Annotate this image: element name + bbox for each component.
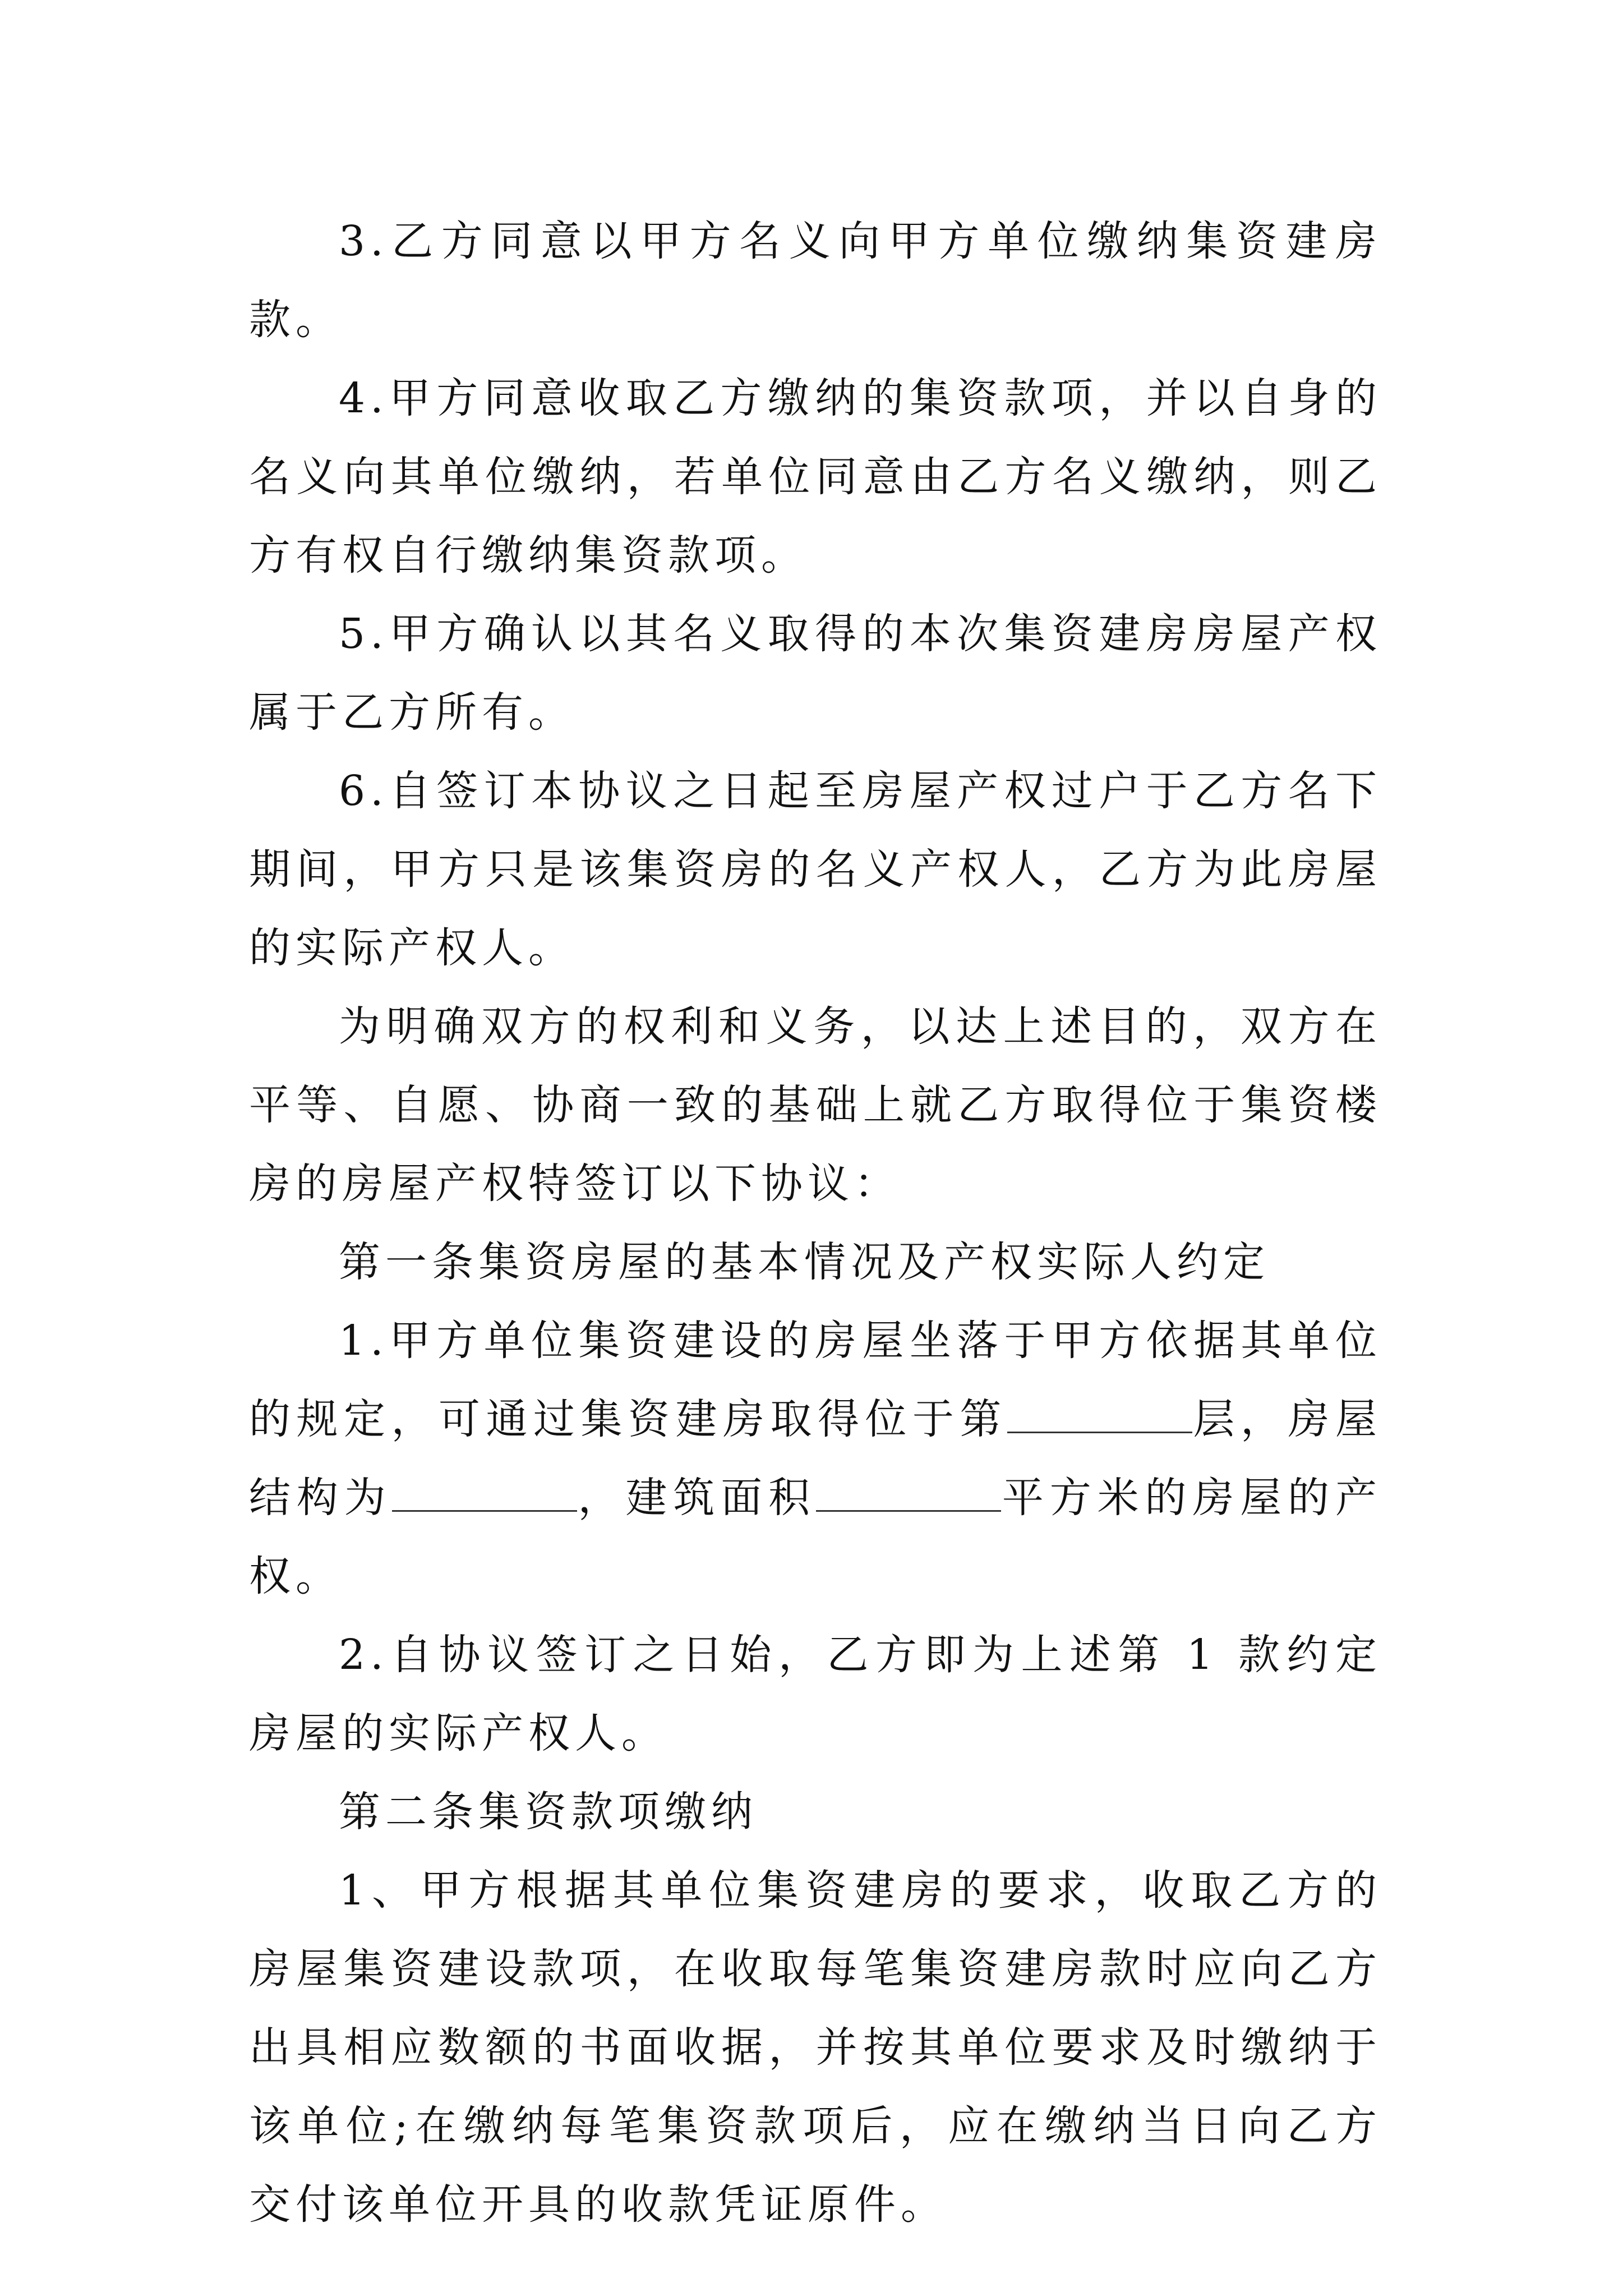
floor-blank-field[interactable] (1007, 1392, 1192, 1433)
paragraph-purpose: 为明确双方的权利和义务，以达上述目的，双方在平等、自愿、协商一致的基础上就乙方取得位于集资楼房的房屋产权特签订以下协议： (249, 1002, 1382, 1208)
article-1-item-1-text-d: 平方米的房屋的产权。 (249, 1474, 1382, 1600)
paragraph-clause-4: 4.甲方同意收取乙方缴纳的集资款项，并以自身的名义向其单位缴纳，若单位同意由乙方名义缴纳，则乙方有权自行缴纳集资款项。 (249, 374, 1382, 579)
article-1-item-1-text-c: ，建筑面积 (577, 1474, 816, 1522)
paragraph-clause-3: 3.乙方同意以甲方名义向甲方单位缴纳集资建房款。 (249, 217, 1382, 344)
article-2-item-1: 1、甲方根据其单位集资建房的要求，收取乙方的房屋集资建设款项，在收取每笔集资建房款时应向乙方出具相应数额的书面收据，并按其单位要求及时缴纳于该单位;在缴纳每笔集资款项后，应在缴纳当日向乙方交付该单位开具的收款凭证原件。 (249, 1866, 1382, 2229)
article-1-item-1-text-a: 1.甲方单位集资建设的房屋坐落于甲方依据其单位的规定，可通过集资建房取得位于第 (249, 1317, 1382, 1443)
structure-blank-field[interactable] (392, 1471, 577, 1512)
area-blank-field[interactable] (816, 1471, 1001, 1512)
article-1-item-2: 2.自协议签订之日始，乙方即为上述第 1 款约定房屋的实际产权人。 (249, 1631, 1382, 1757)
article-1-item-1 (249, 1301, 1382, 1616)
article-2-title: 第二条集资款项缴纳 (339, 1788, 758, 1836)
paragraph-clause-6: 6.自签订本协议之日起至房屋产权过户于乙方名下期间，甲方只是该集资房的名义产权人，乙方为此房屋的实际产权人。 (249, 767, 1382, 972)
document-body (249, 202, 1382, 2244)
article-1-title: 第一条集资房屋的基本情况及产权实际人约定 (339, 1238, 1270, 1286)
paragraph-clause-5: 5.甲方确认以其名义取得的本次集资建房房屋产权属于乙方所有。 (249, 610, 1382, 737)
article-1-item-1-text-b: 层，房屋结构为 (249, 1395, 1382, 1522)
